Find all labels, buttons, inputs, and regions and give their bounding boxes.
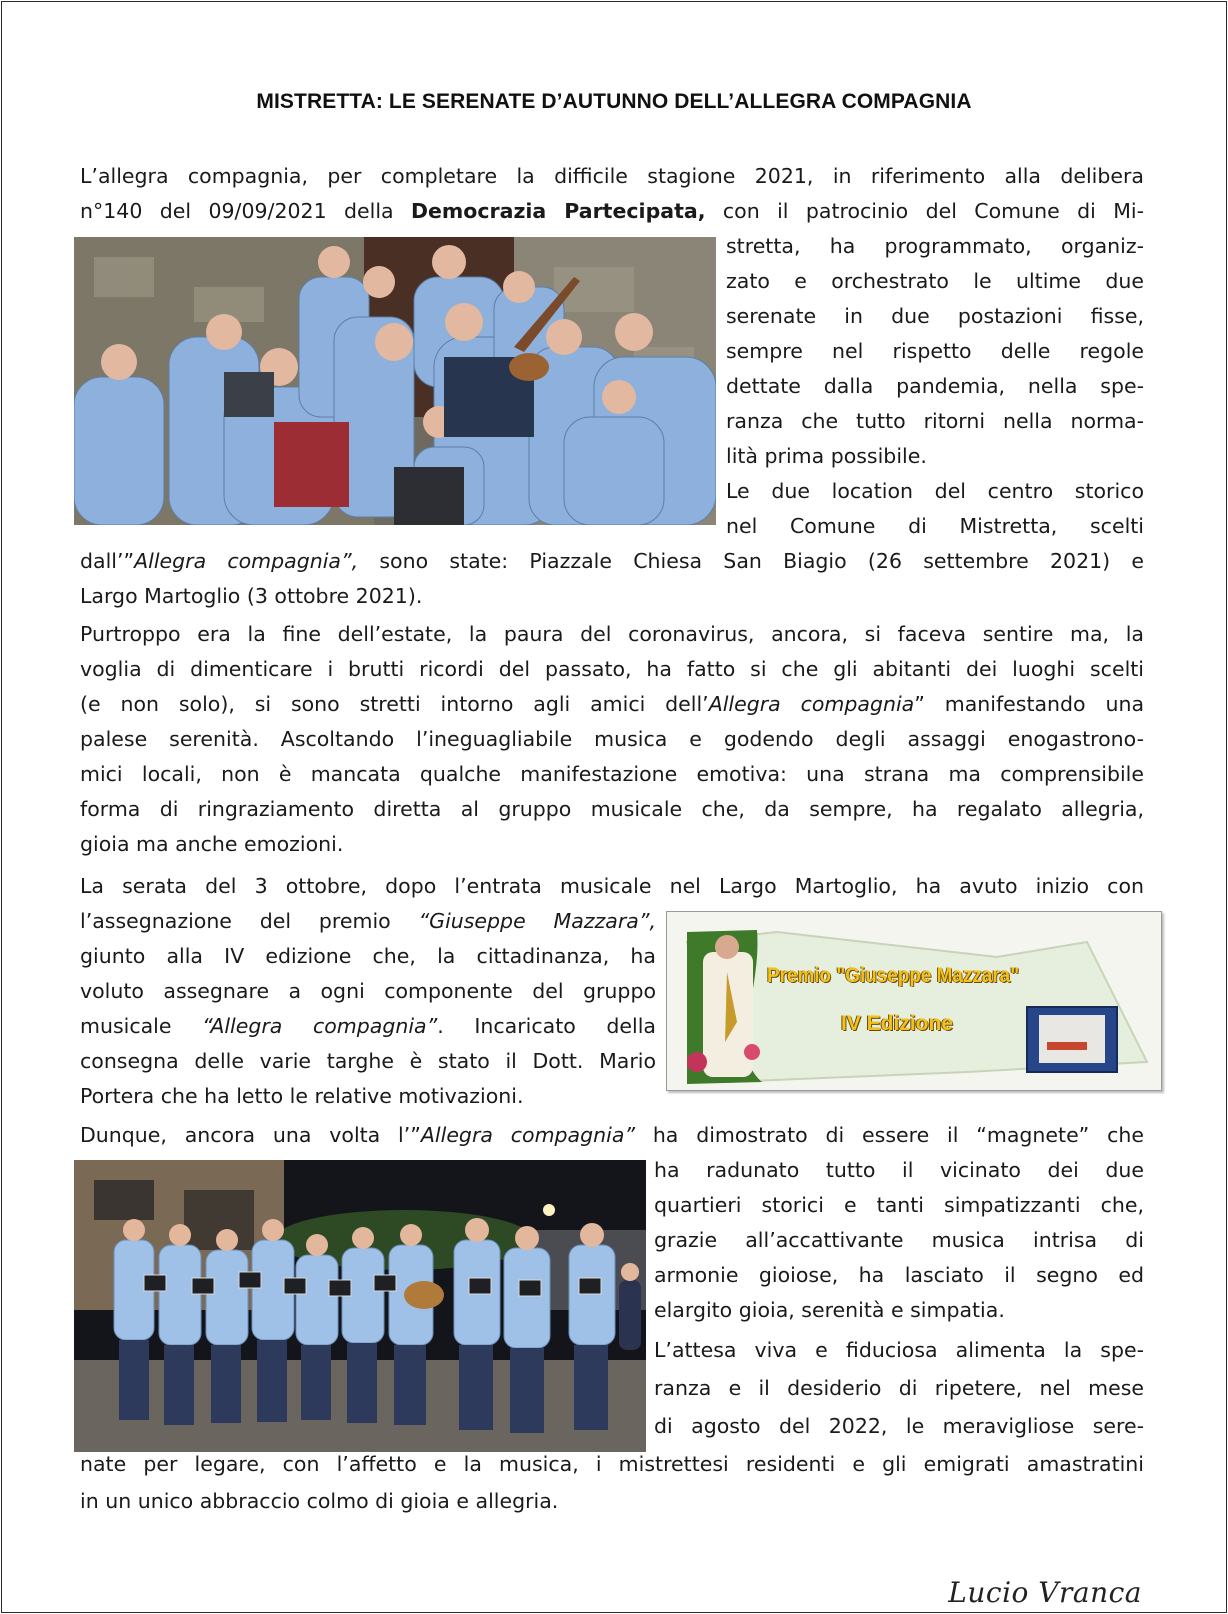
text-line: musicale “Allegra compagnia”. Incaricato della (80, 1014, 656, 1038)
banner-title: Premio "Giuseppe Mazzara" (767, 964, 1020, 987)
text-line: in un unico abbraccio colmo di gioia e allegria. (80, 1489, 559, 1513)
text-line: La serata del 3 ottobre, dopo l’entrata musicale nel Largo Martoglio, ha avuto inizio con (80, 874, 1144, 898)
text-line: forma di ringraziamento diretta al gruppo musicale che, da sempre, ha regalato allegria, (80, 797, 1144, 821)
text-line: (e non solo), si sono stretti intorno agli amici dell’Allegra compagnia” manifestando una (80, 692, 1145, 716)
text-line: Dunque, ancora una volta l’”Allegra compagnia” ha dimostrato di essere il “magnete” che (80, 1123, 1144, 1147)
text-line: ha radunato tutto il vicinato dei due (654, 1158, 1144, 1182)
text-line: dettate dalla pandemia, nella spe- (726, 374, 1144, 398)
text-line: nel Comune di Mistretta, scelti (726, 514, 1144, 538)
text-line: Purtroppo era la fine dell’estate, la paura del coronavirus, ancora, si faceva sentire ma, la (80, 622, 1144, 646)
text-line: consegna delle varie targhe è stato il Dott. Mario (80, 1049, 656, 1073)
text-line: voluto assegnare a ogni componente del gruppo (80, 979, 656, 1003)
text-line: stretta, ha programmato, organiz- (726, 234, 1144, 258)
text-line: di agosto del 2022, le meravigliose sere- (654, 1414, 1144, 1438)
text-line: Largo Martoglio (3 ottobre 2021). (80, 584, 423, 608)
text-line: armonie gioiose, ha lasciato il segno ed (654, 1263, 1144, 1287)
text-line: lità prima possibile. (726, 444, 927, 468)
text-line: gioia ma anche emozioni. (80, 832, 344, 856)
text-line: grazie all’accattivante musica intrisa di (654, 1228, 1144, 1252)
text-line: voglia di dimenticare i brutti ricordi del passato, ha fatto si che gli abitanti dei luoghi scelti (80, 657, 1144, 681)
document-page (1, 1, 1227, 1613)
text-line: n°140 del 09/09/2021 della Democrazia Partecipata, con il patrocinio del Comune di Mi- (80, 199, 1144, 223)
award-banner (666, 911, 1162, 1091)
text-line: L’attesa viva e fiduciosa alimenta la spe- (654, 1338, 1144, 1362)
text-line: quartieri storici e tanti simpatizzanti che, (654, 1193, 1144, 1217)
text-line: Portera che ha letto le relative motivazioni. (80, 1084, 524, 1108)
text-line: L’allegra compagnia, per completare la difficile stagione 2021, in riferimento alla delibera (80, 164, 1144, 188)
text-line: mici locali, non è mancata qualche manifestazione emotiva: una strana ma comprensibile (80, 762, 1144, 786)
banner-edition: IV Edizione (841, 1012, 954, 1035)
article-title: MISTRETTA: LE SERENATE D’AUTUNNO DELL’ALLEGRA COMPAGNIA (256, 90, 972, 113)
text-line: elargito gioia, serenità e simpatia. (654, 1298, 1005, 1322)
text-line: sempre nel rispetto delle regole (726, 339, 1144, 363)
text-line: Le due location del centro storico (726, 479, 1144, 503)
author-signature: Lucio Vranca (948, 1576, 1142, 1609)
text-line: serenate in due postazioni fisse, (726, 304, 1144, 328)
text-line: giunto alla IV edizione che, la cittadinanza, ha (80, 944, 656, 968)
text-line: dall’”Allegra compagnia”, sono state: Piazzale Chiesa San Biagio (26 settembre 2021) e (80, 549, 1145, 573)
text-line: palese serenità. Ascoltando l’ineguagliabile musica e godendo degli assaggi enogastrono- (80, 727, 1144, 751)
award-ceremony-photo (74, 1160, 646, 1452)
band-group-photo (74, 237, 716, 525)
text-line: ranza che tutto ritorni nella norma- (726, 409, 1144, 433)
text-line: zato e orchestrato le ultime due (726, 269, 1144, 293)
text-line: ranza e il desiderio di ripetere, nel mese (654, 1376, 1144, 1400)
text-line: nate per legare, con l’affetto e la musica, i mistrettesi residenti e gli emigrati amastratini (80, 1452, 1144, 1476)
text-line: l’assegnazione del premio “Giuseppe Mazzara”, (80, 909, 656, 933)
